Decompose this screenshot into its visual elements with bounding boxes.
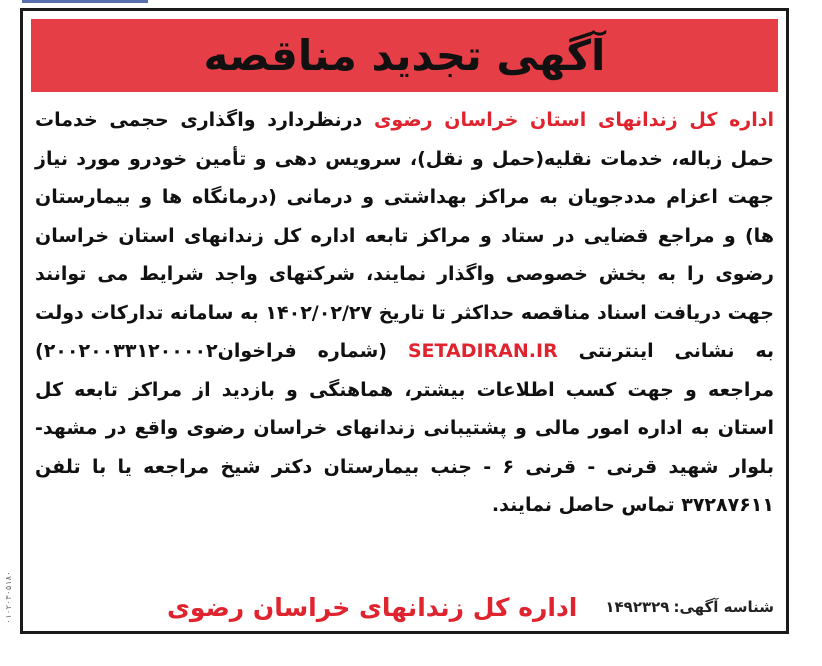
ad-id-value: ۱۴۹۲۳۲۹ — [605, 598, 670, 616]
notice-body — [35, 101, 774, 525]
signature-organization: اداره کل زندانهای خراسان رضوی — [167, 592, 578, 622]
notice-frame — [20, 8, 789, 634]
organization-name: اداره کل زندانهای استان خراسان رضوی — [373, 109, 774, 131]
notice-body-text-continued: (شماره فراخوان۲۰۰۲۰۰۳۳۱۲۰۰۰۰۲) مراجعه و جهت کسب اطلاعات بیشتر، هماهنگی و بازدید از مراکز تابعه کل استان به اداره امور مالی و پشتیبانی زندانهای خراسان رضوی واقع در مشهد- بلوار شهید قرنی - قرنی ۶ - جنب بیمارستان دکتر شیخ مراجعه یا با تلفن ۳۷۲۸۷۶۱۱ تماس حاصل نمایند. — [35, 340, 775, 516]
notice-header — [31, 19, 778, 92]
notice-title: آگهی تجدید مناقصه — [203, 30, 606, 80]
side-code: ۰۱۰۲۰۳۰۵۱۸۰ — [4, 571, 13, 624]
ad-id-label: شناسه آگهی: — [673, 598, 774, 616]
notice-footer — [35, 587, 774, 627]
website-link[interactable]: SETADIRAN.IR — [407, 340, 558, 362]
notice-body-text: درنظردارد واگذاری حجمی خدمات حمل زباله، خدمات نقلیه(حمل و نقل)، سرویس دهی و تأمین خودرو مورد نیاز جهت اعزام مددجویان به مراکز بهداشتی و درمانی (درمانگاه ها و بیمارستان ها) و مراجع قضایی در ستاد و مراکز تابعه اداره کل زندانهای استان خراسان رضوی را به بخش خصوصی واگذار نمایند، شرکتهای واجد شرایط می توانند جهت دریافت اسناد مناقصه حداکثر تا تاریخ ۱۴۰۲/۰۲/۲۷ به سامانه تدارکات دولت به نشانی اینترنتی — [35, 109, 775, 362]
ad-id — [605, 598, 774, 616]
top-accent-bar — [22, 0, 148, 3]
